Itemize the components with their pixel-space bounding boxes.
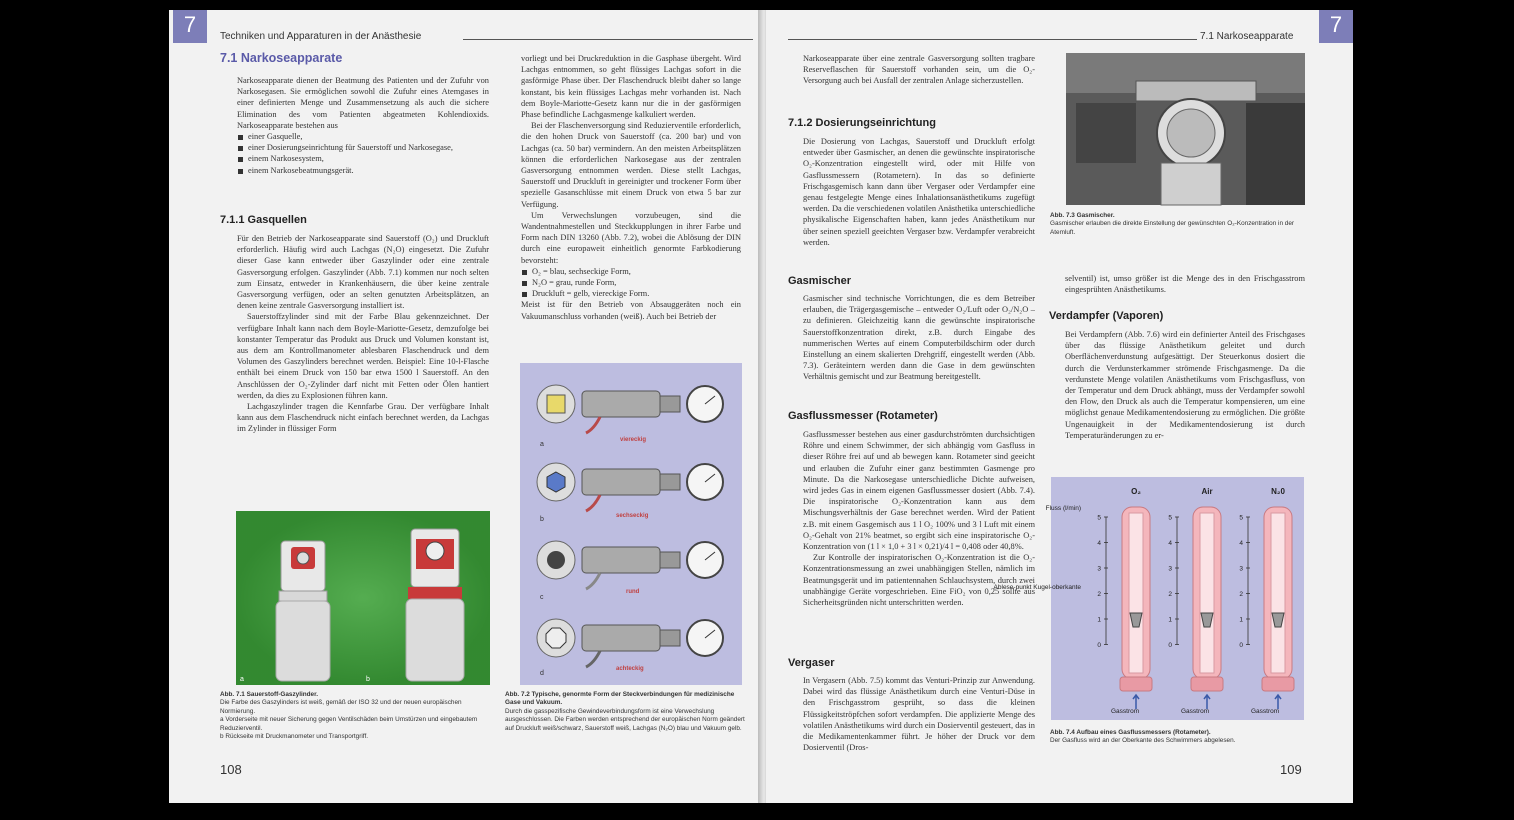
gas-label-n2o: N₂0 — [1271, 487, 1285, 496]
y-axis-label: Fluss (l/min) — [1045, 505, 1081, 512]
connector-label: achteckig — [616, 666, 644, 672]
tick-label: 5 — [1097, 514, 1101, 522]
caption-text: Gasmischer erlauben die direkte Einstellung der gewünschten O₂-Konzentration in der Atemluft. — [1050, 220, 1295, 236]
tick-label: 1 — [1168, 616, 1172, 624]
paragraph: Gasmischer sind technische Vorrichtungen, die es dem Betreiber erlauben, die Trägergasgemische – entweder O₂/Luft oder O₂/N₂O – zu definieren. Gleichzeitig kann die gewünschte inspiratorische Sauerstoffkonzentration direkt, z.B. durch Eingabe des nummerischen Wertes auf einem Computerbildschirm oder durch Einstellung an einem skalierten Drehgriff, eingestellt werden (Abb. 7.3). Geräteintern werden dann die Gase in dem gewünschten Verhältnis gemischt und zur Beatmung bereitgestellt. — [803, 294, 1035, 382]
gasstream-label: Gasstrom — [1111, 708, 1140, 715]
figure-7-4-caption — [1050, 729, 1306, 746]
tick-label: 1 — [1097, 616, 1101, 624]
intro-paragraph: Narkoseapparate dienen der Beatmung des Patienten und der Zufuhr von Narkosegasen. Sie ermöglichen sowohl die Zufuhr eines Atemgases in einer definierten Menge und Zusammensetzung als auch die sichere Elimination des vom Patienten abgeatmeten Kohlendioxids. Narkoseapparate bestehen aus — [237, 76, 489, 130]
figure-7-3-caption — [1050, 212, 1306, 237]
running-header: Techniken und Apparaturen in der Anästhesie — [220, 31, 422, 42]
tick-label: 0 — [1168, 642, 1172, 649]
list-item: einem Narkosesystem, — [237, 153, 489, 164]
letter: c — [540, 594, 544, 601]
caption-text: Die Farbe des Gaszylinders ist weiß, gemäß der ISO 32 und der neuen europäischen Normierung. — [220, 699, 462, 715]
tick-label: 0 — [1097, 642, 1101, 649]
heading-verdampfer: Verdampfer (Vaporen) — [1049, 310, 1164, 322]
figure-7-2-connectors — [520, 363, 742, 685]
verdampfer-column — [1065, 329, 1305, 441]
figure-7-3-photo — [1066, 53, 1305, 205]
header-rule — [463, 39, 753, 40]
fig71-sub-b: b — [366, 676, 370, 683]
page-number: 109 — [1280, 762, 1302, 777]
gasstream-label: Gasstrom — [1181, 708, 1210, 715]
tick-label: 2 — [1097, 591, 1101, 598]
tubes-group — [1097, 507, 1294, 709]
header-rule — [788, 39, 1197, 40]
paragraph: Lachgaszylinder tragen die Kennfarbe Grau. Der verfügbare Inhalt kann aus dem Flaschendruck nicht einfach berechnet werden, da Lachgas im Zylinder in flüssiger Form — [237, 402, 489, 434]
top-paragraph — [803, 53, 1035, 87]
section-title: 7.1 Narkoseapparate — [220, 51, 343, 65]
gasfluss-column — [803, 429, 1035, 608]
list-item: N₂O = grau, runde Form, — [521, 277, 741, 288]
letter: b — [540, 516, 544, 523]
list-item: Druckluft = gelb, viereckige Form. — [521, 288, 741, 299]
tick-label: 4 — [1097, 540, 1101, 547]
list-item: einer Dosierungseinrichtung für Sauerstoff und Narkosegase, — [237, 142, 489, 153]
paragraph: Meist ist für den Betrieb von Absauggeräten noch ein Vakuumanschluss vorhanden (weiß). Auch bei Betrieb der — [521, 300, 741, 321]
caption-title: Abb. 7.1 Sauerstoff-Gaszylinder. — [220, 691, 319, 698]
connector-label: rund — [626, 589, 640, 595]
tick-label: 5 — [1239, 514, 1243, 522]
paragraph: Zur Kontrolle der inspiratorischen O₂-Konzentration ist die O₂-Konzentrationsmessung an zwei unabhängigen Stellen, nämlich im Beatmungsgerät und im patientennahen Schlauchsystem, durch zwei unabhängige Geräte vorgeschrieben. Eine FiO₂ von 0,25 sollte aus Sicherheitsgründen nicht unterschritten werden. — [803, 553, 1035, 608]
cylinder-back — [406, 529, 464, 681]
subsection-heading: 7.1.2 Dosierungseinrichtung — [788, 117, 936, 129]
paragraph: Bei der Flaschenversorgung sind Reduzierventile erforderlich, die den hohen Druck von Sauerstoff (ca. 200 bar) und von Lachgas (ca. 50 bar) vermindern. An den meisten Arbeitsplätzen können die erforderlichen Narkosegase aus der zentralen Gasversorgung entnommen werden. Diese stellt Lachgas, Sauerstoff und Druckluft in gereinigter und trockener Form über spezielle Gasanschlüsse mit einem Druck von etwa 5 bar zur Verfügung. — [521, 121, 741, 209]
caption-title: Abb. 7.4 Aufbau eines Gasflussmessers (Rotameter). — [1050, 729, 1211, 736]
connector-label: viereckig — [620, 437, 647, 443]
tick-label: 2 — [1239, 591, 1243, 598]
tick-label: 3 — [1097, 565, 1101, 573]
color-code-list — [521, 266, 741, 300]
tube-bore — [1200, 513, 1214, 673]
caption-text: Durch die gasspezifische Gewindeverbindungsform ist eine Verwechslung ausgeschlossen. Die Farben werden entsprechend der europäischen Norm geändert auf Druckluft weiß/schwarz, Sauerstoff weiß, Lachgas (N₂O) blau und Vakuum gelb. — [505, 707, 745, 732]
paragraph: In Vergasern (Abb. 7.5) kommt das Venturi-Prinzip zur Anwendung. Dabei wird das flüssige Anästhetikum durch eine Venturi-Düse in den Frischgasstrom gesprüht, so dass die kleinen Flüssigkeitströpfchen sofort verdampfen. Die applizierte Menge des volatilen Anästhetikums wird durch ein Dosierventil gesteuert, das in die Medikamentenkammer führt. Je höher der Druck vor dem Dosierventil (Dros- — [803, 676, 1035, 753]
list-item: einer Gasquelle, — [237, 131, 489, 142]
tick-label: 3 — [1168, 565, 1172, 573]
paragraph: Sauerstoffzylinder sind mit der Farbe Blau gekennzeichnet. Der verfügbare Inhalt kann nach dem Boyle-Mariotte-Gesetz, demzufolge bei konstanter Temperatur das Produkt aus Druck und Volumen konstant ist, aus dem am Kontrollmanometer ablesbaren Flaschendruck und dem Volumen des Gaszylinders berechnet werden. Beispiel: Eine 10-l-Flasche enthält bei einem Druck von 150 bar etwa 1500 l Sauerstoff. An den Anschlüssen der O₂-Zylinder darf nicht mit Fetten oder Ölen hantiert werden, da dies zu Explosionen führen kann. — [237, 312, 489, 400]
reading-point-label: Ablese-punkt Kugel-oberkante — [993, 584, 1081, 591]
tick-label: 0 — [1239, 642, 1243, 649]
paragraph: Gasflussmesser bestehen aus einer gasdurchströmten durchsichtigen Röhre und einem Schwimmer, der sich abhängig vom Gasfluss in dieser Röhre frei auf und ab bewegen kann. Rotameter sind geeicht und erlauben die Zufuhr einer ganz bestimmten Gasmenge pro Minute. Da die Narkosegase unterschiedliche Dichte aufweisen, wird jedes Gas in einem eigenen Gasflussmesser dosiert (Abb. 7.4). Die inspiratorische O₂-Konzentration kann aus dem Mischungsverhältnis der Gase berechnet werden. Wird der Patient z.B. mit einem Gasgemisch aus 1 l O₂ 100% und 3 l Luft mit einem O₂-Gehalt von 21% beatmet, so ergibt sich eine inspiratorische O₂-Konzentration von (1 l × 1,0 + 3 l × 0,21)/4 l = 0,408 oder 40,8%. — [803, 430, 1035, 552]
tick-label: 2 — [1168, 591, 1172, 598]
tick-label: 1 — [1239, 616, 1243, 624]
connector-label: sechseckig — [616, 513, 649, 519]
figure-7-1-photo — [236, 511, 490, 685]
paragraph: vorliegt und bei Druckreduktion in die Gasphase übergeht. Wird Lachgas entnommen, so geht flüssiges Lachgas sofort in die gasförmige Phase über. Der Flaschendruck bleibt daher so lange konstant, bis kein flüssiges Lachgas mehr vorhanden ist. Nach dem Boyle-Mariotte-Gesetz kann nur die in der gasförmigen Phase befindliche Lachgasmenge kalkuliert werden. — [521, 54, 741, 120]
letter: a — [540, 441, 544, 448]
paragraph: Die Dosierung von Lachgas, Sauerstoff und Druckluft erfolgt entweder über Gasmischer, an denen die gewünschte inspiratorische O₂-Konzentration eingestellt wird, oder mit Hilfe von Gasflussmessern (Rotametern). In das so definierte Frischgasgemisch kann dann über Vergaser oder Verdampfer eine genau festgelegte Menge eines Inhalationsanästhetikums zugefügt werden. Da die verschiedenen volatilen Anästhetika unterschiedliche physikalische Eigenschaften haben, kann jedes Anästhetikum nur über seinen speziell geeichten Vergaser bzw. Verdampfer verabreicht werden. — [803, 137, 1035, 247]
caption-title: Abb. 7.3 Gasmischer. — [1050, 212, 1115, 219]
figure-7-1-caption — [220, 691, 492, 741]
caption-title: Abb. 7.2 Typische, genormte Form der Steckverbindungen für medizinische Gase und Vakuum. — [505, 691, 735, 707]
intro-list — [237, 131, 489, 176]
paragraph: Bei Verdampfern (Abb. 7.6) wird ein definierter Anteil des Frischgases über das flüssige Anästhetikum geleitet und durch Oberflächenverdunstung aufgesättigt. Der Steuerkonus dosiert die durch die Verdunsterkammer strömende Frischgasmenge. Da die verdunstete Menge volatilen Anästhetikums vom Frischgasfluss, von der Temperatur und dem Druck abhängt, muss der Verdampfer sowohl den Flow, den Druck als auch die Temperatur kompensieren, um eine möglichst genaue Medikamentendosierung zu ermöglichen. Die größte Ungenauigkeit in der Medikamentendosierung ist durch Temperaturänderungen zu er- — [1065, 330, 1305, 440]
tick-label: 4 — [1239, 540, 1243, 547]
fig71-sub-a: a — [240, 676, 244, 683]
chapter-badge: 7 — [1319, 10, 1353, 43]
heading-gasmischer: Gasmischer — [788, 275, 851, 287]
paragraph: Für den Betrieb der Narkoseapparate sind Sauerstoff (O₂) und Druckluft erforderlich. Häufig wird auch Lachgas (N₂O) eingesetzt. Die Zufuhr dieser Gase kann entweder über Gaszylinder oder eine zentrale Gasversorgung erfolgen. Gaszylinder (Abb. 7.1) kommen nur noch selten zum Einsatz, entweder in Krankenhäusern, die über keine zentrale Gasversorgung verfügen, oder an selten genutzten Arbeitsplätzen, an denen keine zentrale Gasversorgung installiert ist. — [237, 234, 489, 311]
list-item: einem Narkosebeatmungsgerät. — [237, 165, 489, 176]
tube-base — [1262, 677, 1294, 691]
right-column — [521, 53, 741, 322]
tick-label: 4 — [1168, 540, 1172, 547]
tube-bore — [1129, 513, 1143, 673]
subsection-heading: 7.1.1 Gasquellen — [220, 214, 307, 226]
tick-label: 5 — [1168, 514, 1172, 522]
right-page — [766, 10, 1353, 803]
chapter-badge: 7 — [173, 10, 207, 43]
left-page — [169, 10, 761, 803]
paragraph: Um Verwechslungen vorzubeugen, sind die Wandentnahmestellen und Steckkupplungen in ihrer Farbe und Form nach DIN 13260 (Abb. 7.2), wobei die Ablösung der DIN durch eine europaweit einheitlich genormte Farbkodierung bevorsteht: — [521, 210, 741, 265]
col2-top — [1065, 273, 1305, 295]
tube-base — [1120, 677, 1152, 691]
paragraph: selventil) ist, umso größer ist die Menge des in den Frischgasstrom eingesprühten Anästhetikums. — [1065, 274, 1305, 295]
paragraph: Narkoseapparate über eine zentrale Gasversorgung sollten tragbare Reserveflaschen für Sauerstoff vorhanden sein, um die O₂-Versorgung auch bei Ausfall der zentralen Anlage sicherzustellen. — [803, 54, 1035, 86]
gasmischer-column — [803, 293, 1035, 383]
caption-text: Der Gasfluss wird an der Oberkante des Schwimmers abgelesen. — [1050, 737, 1236, 745]
gas-label-o2: O₂ — [1131, 487, 1141, 496]
caption-item-a: a Vorderseite mit neuer Sicherung gegen Ventilschäden beim Umstürzen und eingebautem Reduzierventil. — [220, 716, 478, 732]
running-header: 7.1 Narkoseapparate — [1200, 31, 1294, 42]
gasquellen-column — [237, 233, 489, 435]
vergaser-column — [803, 675, 1035, 753]
figure-7-2-caption — [505, 691, 745, 733]
letter: d — [540, 670, 544, 677]
gasstream-label: Gasstrom — [1251, 708, 1280, 715]
tube-base — [1191, 677, 1223, 691]
list-item: O₂ = blau, sechseckige Form, — [521, 266, 741, 277]
cylinder-front — [276, 541, 330, 681]
heading-vergaser: Vergaser — [788, 657, 835, 669]
tube-bore — [1271, 513, 1285, 673]
tick-label: 3 — [1239, 565, 1243, 573]
figure-7-4-rotameter — [993, 477, 1304, 720]
heading-gasflussmesser: Gasflussmesser (Rotameter) — [788, 410, 938, 422]
intro-column — [237, 75, 489, 176]
caption-item-b: b Rückseite mit Druckmanometer und Transportgriff. — [220, 733, 368, 741]
page-number: 108 — [220, 762, 242, 777]
dosierung-column — [803, 136, 1035, 248]
gas-label-air: Air — [1201, 487, 1213, 496]
